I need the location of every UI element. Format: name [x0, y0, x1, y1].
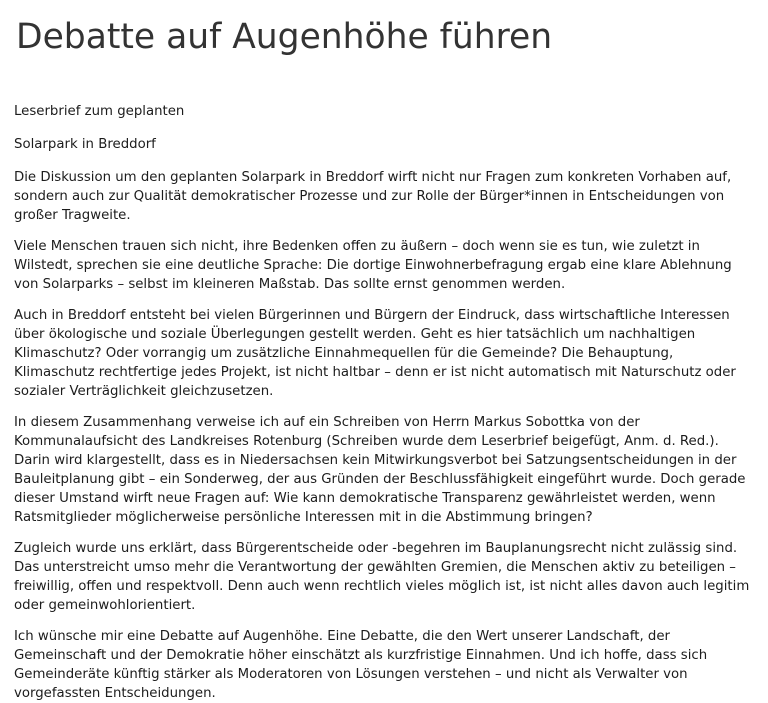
headline: Debatte auf Augenhöhe führen	[16, 17, 553, 57]
intro-line-1: Leserbrief zum geplanten	[14, 104, 185, 119]
paragraph-4: In diesem Zusammenhang verweise ich auf ein Schreiben von Herrn Markus Sobottka von der Kommunalaufsicht des Landkreises Rotenburg (Schreiben wurde dem Leserbrief beigefügt, Anm. d. Red.). Darin wird klargestellt, dass es in Niedersachsen kein Mitwirkungsverbot bei Satzungsentscheidungen in der Bauleitplanung gibt – ein Sonderweg, der aus Gründen der Beschlussfähigkeit eingeführt wurde. Doch gerade dieser Umstand wirft neue Fragen auf: Wie kann demokratische Transparenz gewährleistet werden, wenn Ratsmitglieder möglicherweise persönliche Interessen mit in die Abstimmung bringen?	[14, 415, 746, 525]
intro-line-2: Solarpark in Breddorf	[14, 137, 156, 152]
paragraph-6: Ich wünsche mir eine Debatte auf Augenhöhe. Eine Debatte, die den Wert unserer Landschaft, der Gemeinschaft und der Demokratie höher einschätzt als kurzfristige Einnahmen. Und ich hoffe, dass sich Gemeinderäte künftig stärker als Moderatoren von Lösungen verstehen – und nicht als Verwalter von vorgefassten Entscheidungen.	[14, 629, 708, 701]
paragraph-2: Viele Menschen trauen sich nicht, ihre Bedenken offen zu äußern – doch wenn sie es tun, wie zuletzt in Wilstedt, sprechen sie eine deutliche Sprache: Die dortige Einwohnerbefragung ergab eine klare Ablehnung von Solarparks – selbst im kleineren Maßstab. Das sollte ernst genommen werden.	[14, 239, 732, 292]
letter-body	[14, 102, 754, 703]
paragraph-1: Die Diskussion um den geplanten Solarpark in Breddorf wirft nicht nur Fragen zum konkreten Vorhaben auf, sondern auch zur Qualität demokratischer Prozesse und zur Rolle der Bürger*innen in Entscheidungen von großer Tragweite.	[14, 170, 732, 223]
paragraph-5: Zugleich wurde uns erklärt, dass Bürgerentscheide oder -begehren im Bauplanungsrecht nicht zulässig sind. Das unterstreicht umso mehr die Verantwortung der gewählten Gremien, die Menschen aktiv zu beteiligen – freiwillig, offen und respektvoll. Denn auch wenn rechtlich vieles möglich ist, ist nicht alles davon auch legitim oder gemeinwohlorientiert.	[14, 541, 750, 613]
paragraph-3: Auch in Breddorf entsteht bei vielen Bürgerinnen und Bürgern der Eindruck, dass wirtschaftliche Interessen über ökologische und soziale Überlegungen gestellt werden. Geht es hier tatsächlich um nachhaltigen Klimaschutz? Oder vorrangig um zusätzliche Einnahmequellen für die Gemeinde? Die Behauptung, Klimaschutz rechtfertige jedes Projekt, ist nicht haltbar – denn er ist nicht automatisch mit Naturschutz oder sozialer Verträglichkeit gleichzusetzen.	[14, 308, 736, 399]
